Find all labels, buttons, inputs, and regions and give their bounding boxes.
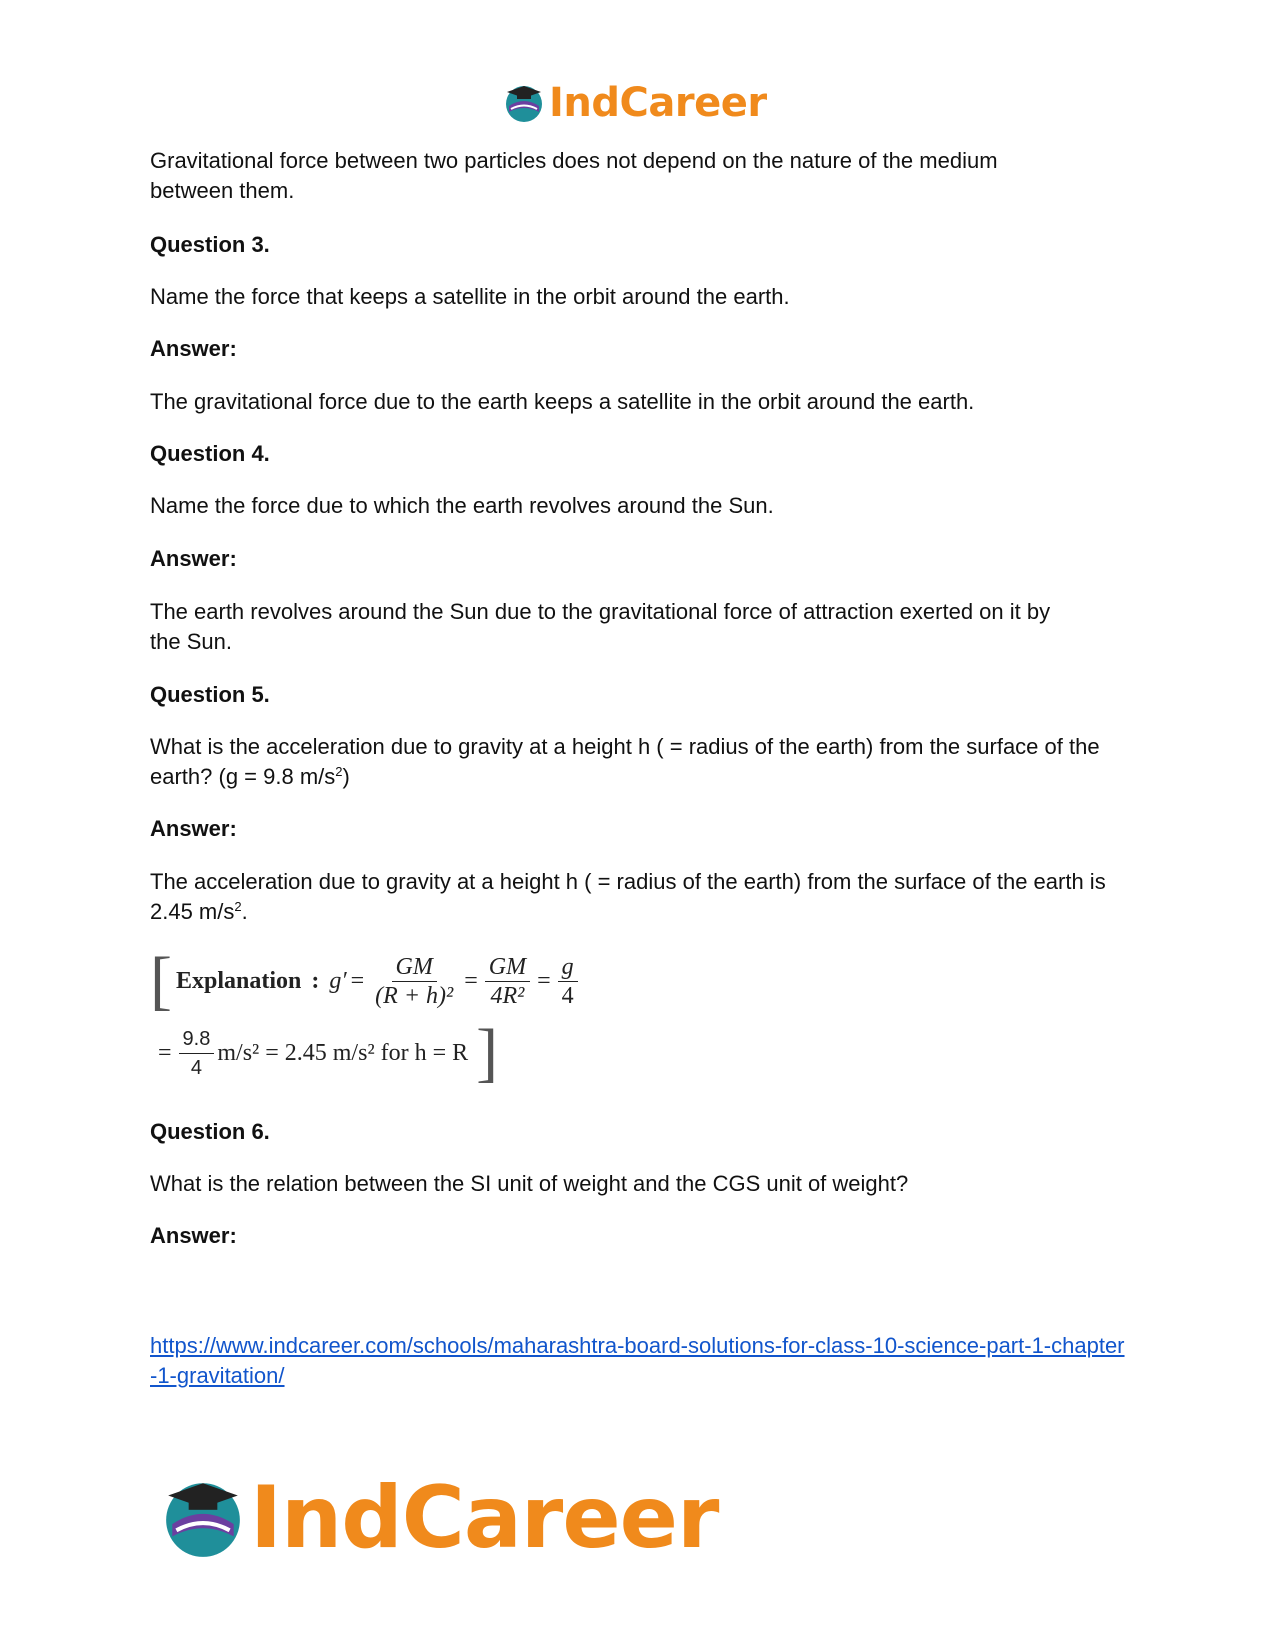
fraction-1-numerator: GM [392,953,437,982]
formula-fraction-2 [485,953,530,1010]
explanation-formula [150,944,1140,1089]
source-url-link[interactable]: https://www.indcareer.com/schools/maharashtra-board-solutions-for-class-10-science-part-1-chapter-1-gravitation/ [150,1333,1125,1388]
formula-line-2 [150,1016,1140,1089]
question-5-text [150,732,1100,792]
document-body [150,146,1140,1391]
fraction-4-numerator: 9.8 [179,1025,215,1054]
fraction-2-denominator: 4R² [490,982,525,1009]
fraction-3-denominator: 4 [561,982,574,1009]
graduation-globe-icon [160,1475,246,1561]
footer-logo-wordmark: IndCareer [250,1468,719,1568]
formula-equals-4: = [158,1039,172,1066]
formula-line-1 [150,944,1140,1017]
question-3-text: Name the force that keeps a satellite in the orbit around the earth. [150,284,790,309]
formula-label: Explanation [175,967,302,994]
fraction-4-denominator: 4 [190,1056,203,1079]
formula-colon: : [311,967,320,994]
question-5-label: Question 5. [150,682,270,707]
intro-paragraph: Gravitational force between two particles does not depend on the nature of the medium between them. [150,148,998,203]
question-5-text-end: ) [342,764,350,789]
question-4-text: Name the force due to which the earth revolves around the Sun. [150,493,774,518]
logo-wordmark: IndCareer [549,80,767,126]
fraction-3-numerator: g [558,953,578,982]
formula-open-bracket: [ [150,944,172,1017]
answer-5-label: Answer: [150,816,237,841]
question-3-label: Question 3. [150,232,270,257]
graduation-globe-icon [503,82,545,124]
formula-line-2-rest: m/s² = 2.45 m/s² for h = R [217,1039,469,1066]
answer-6-label: Answer: [150,1223,237,1248]
question-6-label: Question 6. [150,1119,270,1144]
answer-5-text-main: The acceleration due to gravity at a height h ( = radius of the earth) from the surface of the earth is 2.45 m/s [150,869,1106,924]
answer-5-text-end: . [241,899,248,924]
answer-3-text: The gravitational force due to the earth keeps a satellite in the orbit around the earth. [150,389,975,414]
formula-fraction-3 [558,953,578,1010]
question-4-label: Question 4. [150,441,270,466]
formula-g-prime: g′ [329,967,347,994]
question-5-text-main: What is the acceleration due to gravity at a height h ( = radius of the earth) from the surface of the earth? (g = 9.8 m/s [150,734,1100,789]
formula-close-bracket: ] [476,1016,499,1089]
question-5-exponent: 2 [335,764,343,779]
formula-fraction-1 [371,953,457,1010]
answer-5-exponent: 2 [234,899,242,914]
formula-equals-1: = [350,967,365,994]
answer-5-text [150,867,1125,927]
formula-equals-3: = [537,967,551,994]
formula-fraction-4 [179,1025,215,1082]
fraction-1-denominator: (R + h)² [375,982,454,1009]
fraction-2-numerator: GM [485,953,530,982]
footer-logo [160,1468,718,1568]
header-logo [503,80,767,126]
answer-4-label: Answer: [150,546,237,571]
answer-3-label: Answer: [150,336,237,361]
question-6-text: What is the relation between the SI unit of weight and the CGS unit of weight? [150,1171,909,1196]
answer-4-text: The earth revolves around the Sun due to the gravitational force of attraction exerted on it by the Sun. [150,599,1051,654]
formula-equals-2: = [464,967,478,994]
